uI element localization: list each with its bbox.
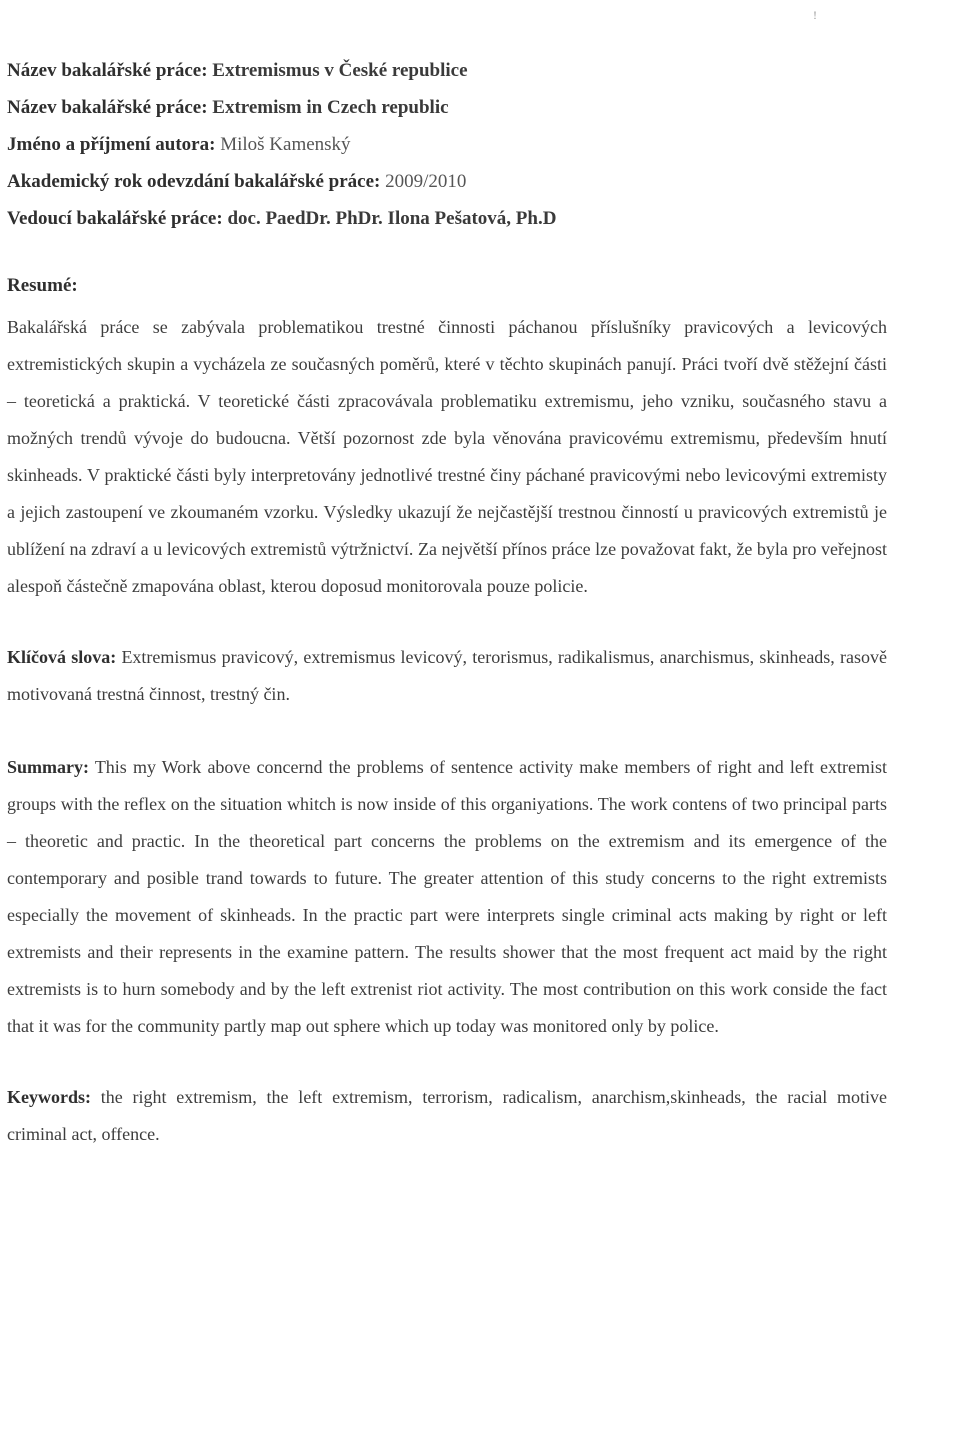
resume-text: Bakalářská práce se zabývala problematikou trestné činnosti páchanou příslušníky pravicových a levicových extremistických skupin a vycházela ze současných poměrů, které v těchto skupinách panují. Práci tvoří dvě stěžejní části – teoretická a praktická. V teoretické části zpracovávala problematiku extremismu, jeho vzniku, současného stavu a možných trendů vývoje do budoucna. Větší pozornost zde byla věnována pravicovému extremismu, především hnutí skinheads. V praktické části byly interpretovány jednotlivé trestné činy páchané pravicovými nebo levicovými extremisty a jejich zastoupení ve zkoumaném vzorku. Výsledky ukazují že nejčastější trestnou činností u pravicových extremistů je ublížení na zdraví a u levicových extremistů výtržnictví. Za největší přínos práce lze považovat fakt, že byla pro veřejnost alespoň částečně zmapována oblast, kterou doposud monitorovala pouze policie. (7, 317, 887, 596)
title-cz-line (7, 52, 887, 89)
document-page (7, 52, 887, 1153)
year-line (7, 163, 887, 200)
thesis-header (7, 52, 887, 237)
year-value: 2009/2010 (385, 171, 467, 192)
resume-title: Resumé: (7, 275, 78, 296)
summary-text: This my Work above concernd the problems of sentence activity make members of right and left extremist groups with the reflex on the situation whitch is now inside of this organiyations. The work contens of two principal parts – theoretic and practic. In the theoretical part concerns the problems on the extremism and its emergence of the contemporary and posible trand towards to future. The greater attention of this study concerns to the right extremists especially the movement of skinheads. In the practic part were interprets single criminal acts making by right or left extremists and their represents in the examine pattern. The results shower that the most frequent act maid by the right extremists is to hurn somebody and by the left extrenist riot activity. The most contribution on this work conside the fact that it was for the community partly map out sphere which up today was monitored only by police. (7, 757, 887, 1036)
title-en-label: Název bakalářské práce: (7, 97, 208, 118)
title-cz-value: Extremismus v České republice (212, 60, 468, 81)
title-en-line (7, 89, 887, 126)
keywords-cz-text: Extremismus pravicový, extremismus levicový, terorismus, radikalismus, anarchismus, skinheads, rasově motivovaná trestná činnost, trestný čin. (7, 647, 887, 704)
keywords-en-text: the right extremism, the left extremism, terrorism, radicalism, anarchism,skinheads, the racial motive criminal act, offence. (7, 1087, 888, 1144)
author-label: Jméno a příjmení autora: (7, 134, 216, 155)
keywords-cz-label: Klíčová slova: (7, 647, 117, 667)
supervisor-label: Vedoucí bakalářské práce: (7, 208, 223, 229)
keywords-en-label: Keywords: (7, 1087, 91, 1107)
summary-paragraph (7, 749, 887, 1045)
supervisor-value: doc. PaedDr. PhDr. Ilona Pešatová, Ph.D (227, 208, 557, 229)
supervisor-line (7, 200, 887, 237)
title-cz-label: Název bakalářské práce: (7, 60, 208, 81)
keywords-cz-paragraph (7, 639, 887, 713)
stray-scan-mark: ! (813, 8, 817, 22)
title-en-value: Extremism in Czech republic (212, 97, 449, 118)
keywords-en-paragraph (7, 1079, 887, 1153)
year-label: Akademický rok odevzdání bakalářské práce: (7, 171, 381, 192)
author-line (7, 126, 887, 163)
summary-label: Summary: (7, 757, 89, 777)
author-value: Miloš Kamenský (220, 134, 351, 155)
